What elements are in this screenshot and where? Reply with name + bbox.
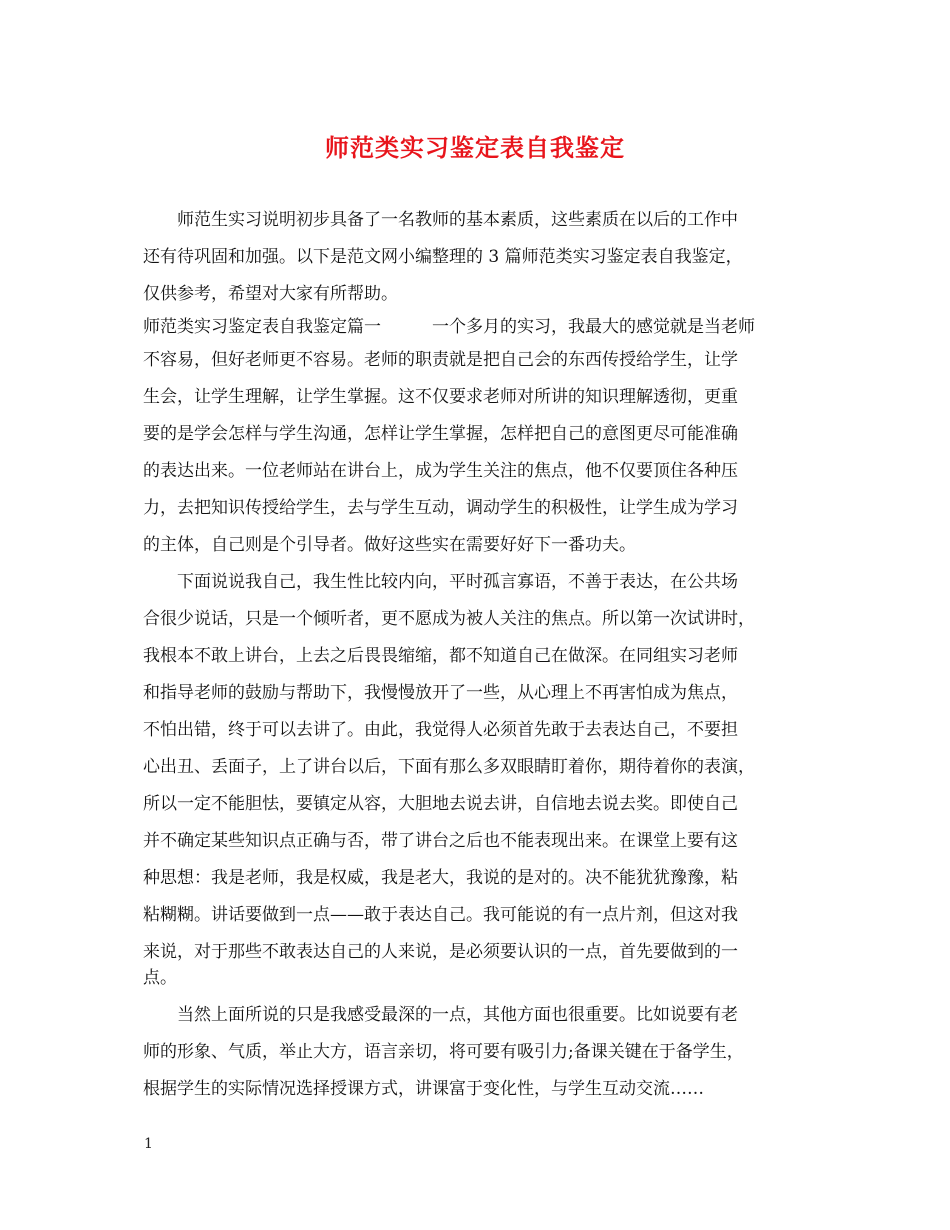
body-line-25: 根据学生的实际情况选择授课方式，讲课富于变化性，与学生互动交流…… xyxy=(143,1079,704,1099)
body-line-20: 粘糊糊。讲话要做到一点——敢于表达自己。我可能说的有一点片剂，但这对我 xyxy=(143,905,738,925)
body-line-15: 不怕出错，终于可以去讲了。由此，我觉得人必须首先敢于去表达自己，不要担 xyxy=(143,720,738,740)
body-line-6: 生会，让学生理解，让学生掌握。这不仅要求老师对所讲的知识理解透彻，更重 xyxy=(143,387,738,407)
body-line-1: 师范生实习说明初步具备了一名教师的基本素质，这些素质在以后的工作中 xyxy=(143,210,738,230)
body-line-10: 的主体，自己则是个引导者。做好这些实在需要好好下一番功夫。 xyxy=(143,535,636,555)
body-line-13: 我根本不敢上讲台，上去之后畏畏缩缩，都不知道自己在做深。在同组实习老师 xyxy=(143,646,738,666)
body-line-16: 心出丑、丢面子，上了讲台以后，下面有那么多双眼睛盯着你，期待着你的表演， xyxy=(143,757,755,777)
body-line-12: 合很少说话，只是一个倾听者，更不愿成为被人关注的焦点。所以第一次试讲时， xyxy=(143,609,755,629)
body-line-5: 不容易，但好老师更不容易。老师的职责就是把自己会的东西传授给学生，让学 xyxy=(143,350,738,370)
body-line-9: 力，去把知识传授给学生，去与学生互动，调动学生的积极性，让学生成为学习 xyxy=(143,498,738,518)
body-line-2: 还有待巩固和加强。以下是范文网小编整理的 3 篇师范类实习鉴定表自我鉴定， xyxy=(143,247,743,267)
body-line-19: 种思想：我是老师，我是权威，我是老大，我说的是对的。决不能犹犹豫豫，粘 xyxy=(143,868,738,888)
body-line-21: 来说，对于那些不敢表达自己的人来说，是必须要认识的一点，首先要做到的一 xyxy=(143,942,738,962)
page-number: 1 xyxy=(144,1136,153,1152)
body-line-18: 并不确定某些知识点正确与否，带了讲台之后也不能表现出来。在课堂上要有这 xyxy=(143,831,738,851)
body-line-17: 所以一定不能胆怯，要镇定从容，大胆地去说去讲，自信地去说去奖。即使自己 xyxy=(143,794,738,814)
body-line-4: 师范类实习鉴定表自我鉴定篇一 一个多月的实习，我最大的感觉就是当老师 xyxy=(143,317,755,337)
body-line-8: 的表达出来。一位老师站在讲台上，成为学生关注的焦点，他不仅要顶住各种压 xyxy=(143,461,738,481)
body-line-22: 点。 xyxy=(143,968,177,988)
document-title: 师范类实习鉴定表自我鉴定 xyxy=(325,133,625,162)
body-line-24: 师的形象、气质，举止大方，语言亲切，将可要有吸引力;备课关键在于备学生， xyxy=(143,1042,744,1062)
body-line-14: 和指导老师的鼓励与帮助下，我慢慢放开了一些，从心理上不再害怕成为焦点， xyxy=(143,683,738,703)
body-line-23: 当然上面所说的只是我感受最深的一点，其他方面也很重要。比如说要有老 xyxy=(143,1005,738,1025)
body-line-11: 下面说说我自己，我生性比较内向，平时孤言寡语，不善于表达，在公共场 xyxy=(143,572,738,592)
body-line-7: 要的是学会怎样与学生沟通，怎样让学生掌握，怎样把自己的意图更尽可能准确 xyxy=(143,424,738,444)
body-line-3: 仅供参考，希望对大家有所帮助。 xyxy=(143,284,398,304)
